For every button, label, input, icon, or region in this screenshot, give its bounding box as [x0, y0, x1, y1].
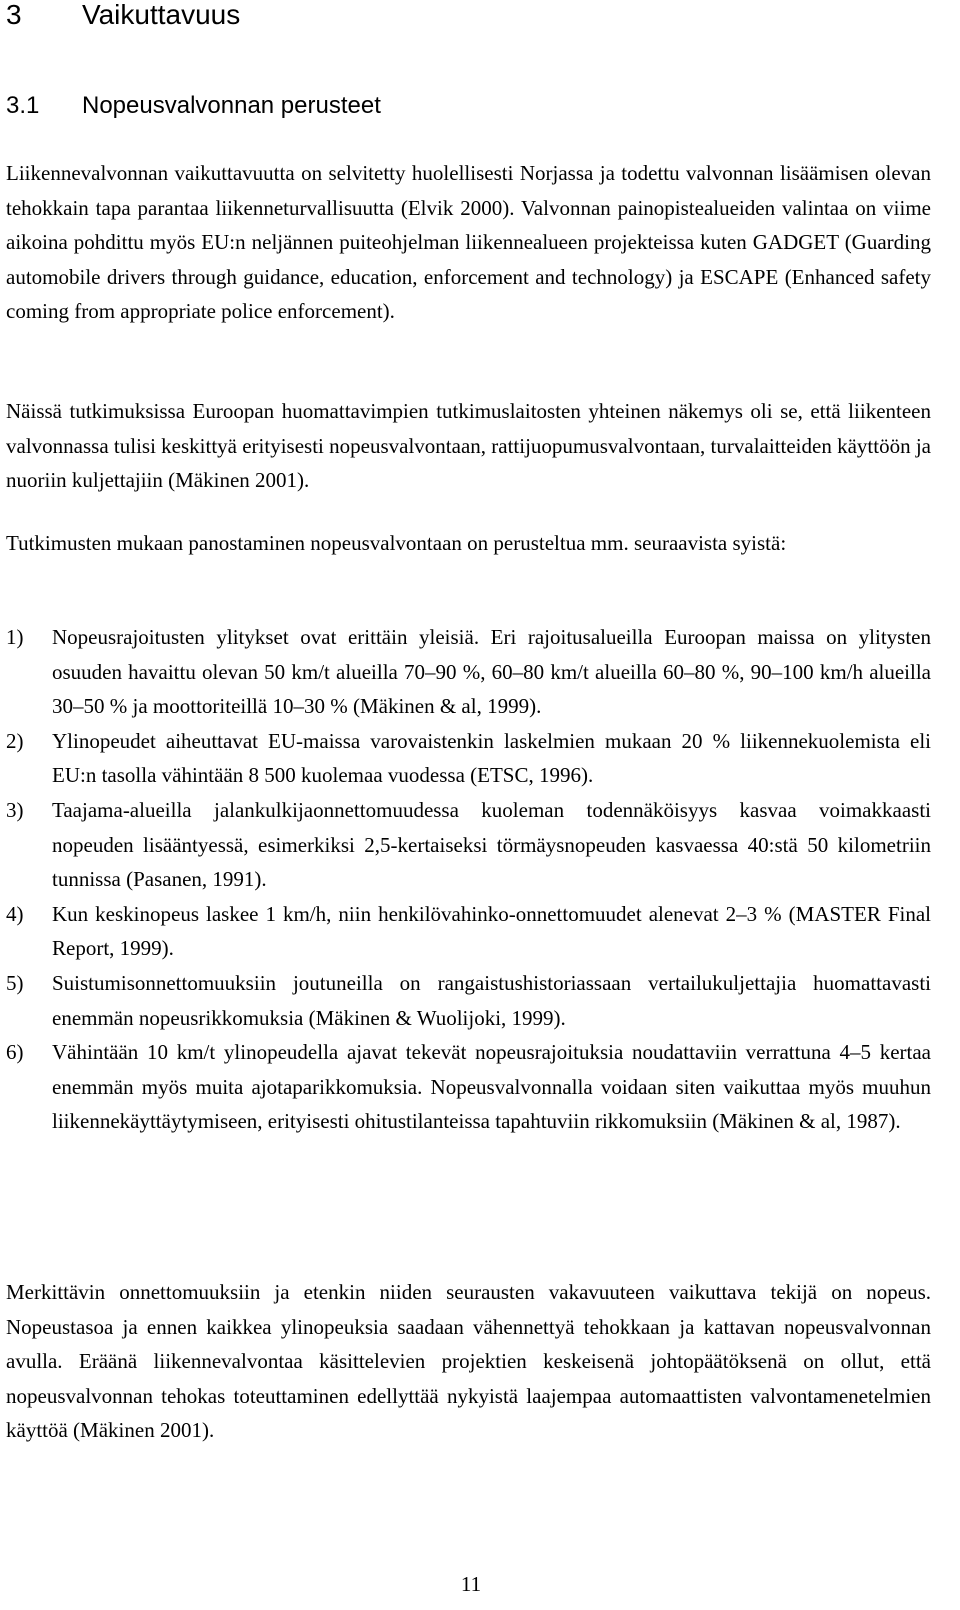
- list-item-text: Taajama-alueilla jalankulkijaonnettomuudessa kuoleman todennäköisyys kasvaa voimakkaasti nopeuden lisääntyessä, esimerkiksi 2,5-kertaiseksi törmäysnopeuden kasvaessa 40:stä 50 kilometriin tunnissa (Pasanen, 1991).: [52, 797, 931, 892]
- list-marker: 5): [6, 970, 24, 995]
- paragraph-list-lead: Tutkimusten mukaan panostaminen nopeusvalvontaan on perusteltua mm. seuraavista syistä:: [6, 531, 787, 555]
- list-item-text: Kun keskinopeus laskee 1 km/h, niin henkilövahinko-onnettomuudet alenevat 2–3 % (MASTER Final Report, 1999).: [52, 901, 931, 961]
- list-item: [6, 724, 931, 793]
- list-marker: 2): [6, 728, 24, 753]
- list-item: [6, 793, 931, 897]
- reasons-list: [6, 620, 931, 1139]
- paragraph-research-view: Näissä tutkimuksissa Euroopan huomattavimpien tutkimuslaitosten yhteinen näkemys oli se, että liikenteen valvonnassa tulisi keskittyä erityisesti nopeusvalvontaan, rattijuopumusvalvontaan, turvalaitteiden käyttöön ja nuoriin kuljettajiin (Mäkinen 2001).: [6, 399, 931, 493]
- list-item: [6, 1035, 931, 1139]
- list-item: [6, 620, 931, 724]
- list-item-text: Nopeusrajoitusten ylitykset ovat erittäin yleisiä. Eri rajoitusalueilla Euroopan maissa on ylitysten osuuden havaittu olevan 50 km/t alueilla 70–90 %, 60–80 km/t alueilla 60–80 %, 90–100 km/h alueilla 30–50 % ja moottoriteillä 10–30 % (Mäkinen & al, 1999).: [52, 625, 931, 719]
- list-item-text: Ylinopeudet aiheuttavat EU-maissa varovaistenkin laskelmien mukaan 20 % liikennekuolemista eli EU:n tasolla vähintään 8 500 kuolemaa vuodessa (ETSC, 1996).: [52, 728, 931, 788]
- chapter-number: 3: [6, 0, 22, 30]
- paragraph-conclusion: Merkittävin onnettomuuksiin ja etenkin niiden seurausten vakavuuteen vaikuttava tekijä on nopeus. Nopeustasoa ja ennen kaikkea ylinopeuksia saadaan vähennettyä tehokkaan ja kattavan nopeusvalvonnan avulla. Eräänä liikennevalvontaa käsittelevien projektien keskeisenä johtopäätöksenä on ollut, että nopeusvalvonnan tehokas toteuttaminen edellyttää nykyistä laajempaa automaattisten valvontamenetelmien käyttöä (Mäkinen 2001).: [6, 1280, 931, 1443]
- list-item-text: Vähintään 10 km/t ylinopeudella ajavat tekevät nopeusrajoituksia noudattaviin verrattuna 4–5 kertaa enemmän myös muita ajotaparikkomuksia. Nopeusvalvonnalla voidaan siten vaikuttaa myös muuhun liikennekäyttäytymiseen, erityisesti ohitustilanteissa tapahtuviin rikkomuksiin (Mäkinen & al, 1987).: [52, 1040, 931, 1134]
- list-item: [6, 897, 931, 966]
- paragraph-intro: Liikennevalvonnan vaikuttavuutta on selvitetty huolellisesti Norjassa ja todettu valvonnan lisäämisen olevan tehokkain tapa parantaa liikenneturvallisuutta (Elvik 2000). Valvonnan painopistealueiden valintaa on viime aikoina pohdittu myös EU:n neljännen puiteohjelman liikennealueen projekteissa kuten GADGET (Guarding automobile drivers through guidance, education, enforcement and technology) ja ESCAPE (Enhanced safety coming from appropriate police enforcement).: [6, 161, 931, 324]
- list-item: [6, 966, 931, 1035]
- section-heading: [6, 91, 381, 121]
- chapter-title: Vaikuttavuus: [82, 0, 241, 30]
- list-marker: 3): [6, 797, 24, 822]
- list-marker: 4): [6, 901, 24, 926]
- page-number: 11: [460, 1572, 482, 1596]
- chapter-heading: [6, 0, 240, 32]
- section-title: Nopeusvalvonnan perusteet: [82, 92, 381, 119]
- list-marker: 1): [6, 625, 24, 649]
- list-marker: 6): [6, 1040, 24, 1065]
- section-number: 3.1: [6, 92, 40, 119]
- list-item-text: Suistumisonnettomuuksiin joutuneilla on rangaistushistoriassaan vertailukuljettajia huomattavasti enemmän nopeusrikkomuksia (Mäkinen & Wuolijoki, 1999).: [52, 970, 931, 1030]
